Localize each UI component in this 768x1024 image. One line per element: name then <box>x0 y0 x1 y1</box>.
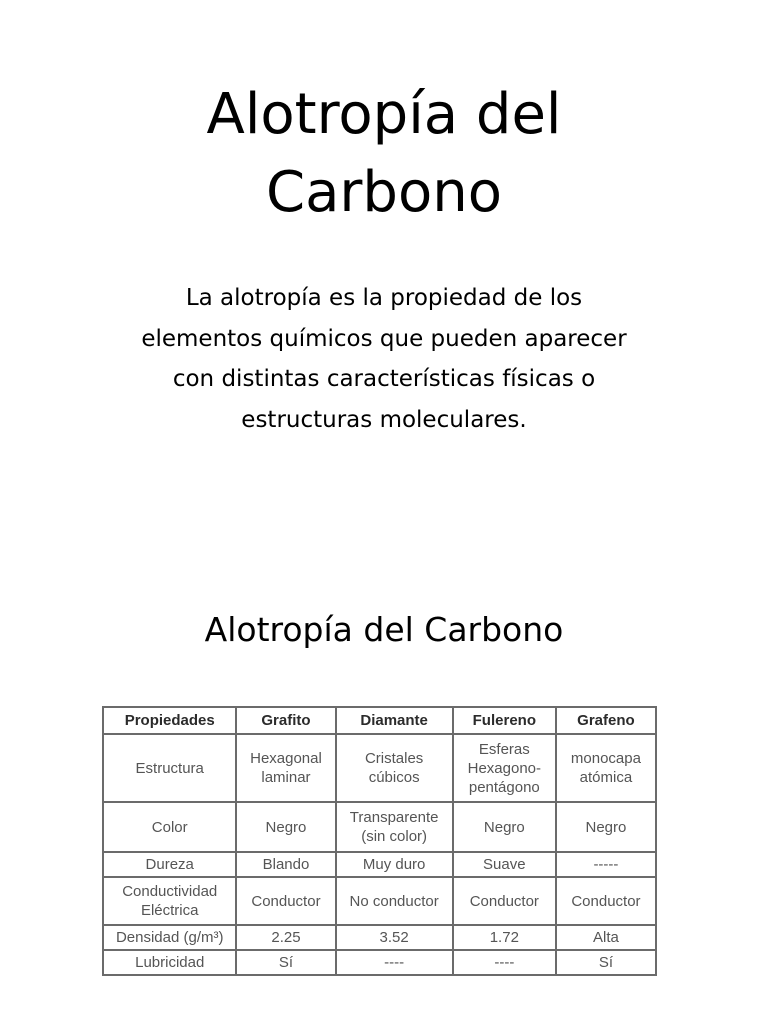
intro-line-2: elementos químicos que pueden aparecer <box>141 325 627 352</box>
cell-property: Conductividad Eléctrica <box>103 877 236 925</box>
table-row <box>103 877 656 925</box>
header-diamante: Diamante <box>336 707 453 734</box>
cell-grafeno: Sí <box>556 950 656 975</box>
cell-property: Lubricidad <box>103 950 236 975</box>
cell-diamante: Cristales cúbicos <box>336 734 453 802</box>
intro-line-1: La alotropía es la propiedad de los <box>185 285 583 311</box>
cell-grafito: Sí <box>236 950 335 975</box>
cell-grafeno: monocapa atómica <box>556 734 656 802</box>
cell-property: Color <box>103 802 236 852</box>
table-row <box>103 852 656 877</box>
cell-diamante: 3.52 <box>336 925 453 950</box>
header-grafito: Grafito <box>236 707 335 734</box>
header-fulereno: Fulereno <box>453 707 556 734</box>
table-row <box>103 802 656 852</box>
cell-property: Densidad (g/m³) <box>103 925 236 950</box>
cell-grafeno: ----- <box>556 852 656 877</box>
cell-grafito: Blando <box>236 852 335 877</box>
cell-diamante: Transparente (sin color) <box>336 802 453 852</box>
cell-grafeno: Alta <box>556 925 656 950</box>
intro-line-3: con distintas características físicas o <box>172 366 596 392</box>
table-row <box>103 950 656 975</box>
cell-diamante: No conductor <box>336 877 453 925</box>
title-line-1: Alotropía del <box>206 82 562 147</box>
slide-table <box>0 512 768 1024</box>
cell-grafeno: Negro <box>556 802 656 852</box>
cell-grafito: Conductor <box>236 877 335 925</box>
table-slide-title: Alotropía del Carbono <box>204 610 564 649</box>
cell-fulereno: Esferas Hexagono-pentágono <box>453 734 556 802</box>
cell-property: Estructura <box>103 734 236 802</box>
cell-property: Dureza <box>103 852 236 877</box>
table-header-row <box>103 707 656 734</box>
cell-fulereno: ---- <box>453 950 556 975</box>
table-row <box>103 734 656 802</box>
cell-diamante: Muy duro <box>336 852 453 877</box>
page-title <box>0 76 768 232</box>
cell-grafito: Hexagonal laminar <box>236 734 335 802</box>
intro-line-4: estructuras moleculares. <box>241 406 527 433</box>
cell-fulereno: 1.72 <box>453 925 556 950</box>
cell-grafito: 2.25 <box>236 925 335 950</box>
cell-grafito: Negro <box>236 802 335 852</box>
header-grafeno: Grafeno <box>556 707 656 734</box>
cell-diamante: ---- <box>336 950 453 975</box>
cell-grafeno: Conductor <box>556 877 656 925</box>
title-line-2: Carbono <box>265 160 502 225</box>
cell-fulereno: Conductor <box>453 877 556 925</box>
cell-fulereno: Negro <box>453 802 556 852</box>
allotropes-table <box>102 706 657 976</box>
cell-fulereno: Suave <box>453 852 556 877</box>
table-row <box>103 925 656 950</box>
intro-paragraph <box>114 278 654 440</box>
header-propiedades: Propiedades <box>103 707 236 734</box>
